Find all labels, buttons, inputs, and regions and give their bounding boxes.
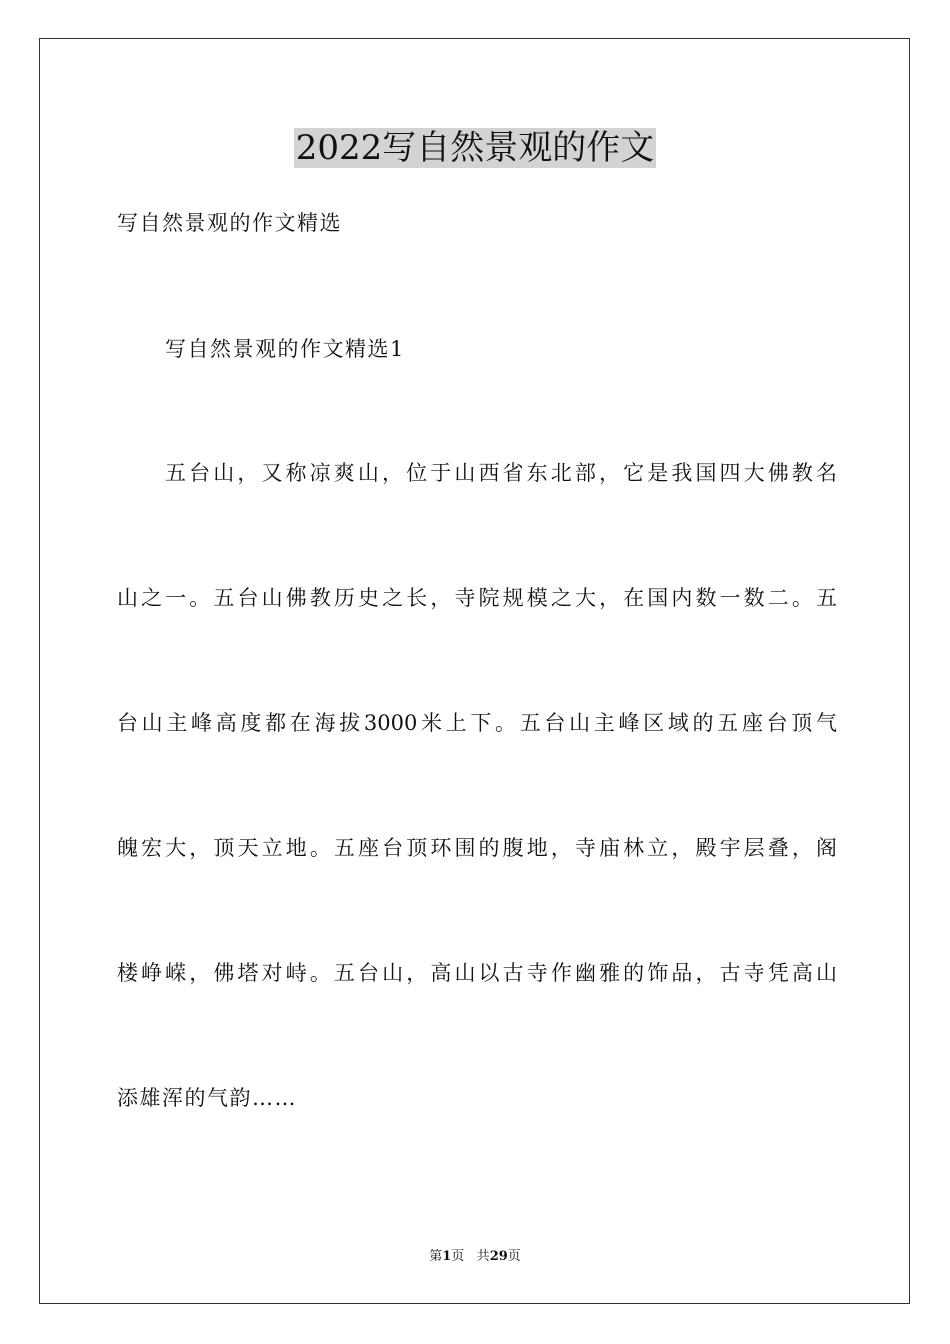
paragraph-line-3: 台山主峰高度都在海拔3000米上下。五台山主峰区域的五座台顶气 [117, 711, 837, 735]
document-subtitle: 写自然景观的作文精选 [117, 211, 342, 235]
page-footer [0, 1248, 950, 1266]
footer-page-suffix: 页 [451, 1249, 465, 1264]
document-title-text: 2022写自然景观的作文 [295, 128, 655, 168]
footer-total-suffix: 页 [507, 1249, 521, 1264]
footer-page-prefix: 第 [429, 1249, 443, 1264]
paragraph-line-2: 山之一。五台山佛教历史之长，寺院规模之大，在国内数一数二。五 [117, 586, 837, 610]
paragraph-line-4: 魄宏大，顶天立地。五座台顶环围的腹地，寺庙林立，殿宇层叠，阁 [117, 836, 837, 860]
paragraph-line-1: 五台山，又称凉爽山，位于山西省东北部，它是我国四大佛教名 [165, 461, 837, 485]
document-title [0, 126, 950, 170]
paragraph-line-5: 楼峥嵘，佛塔对峙。五台山，高山以古寺作幽雅的饰品，古寺凭高山 [117, 961, 837, 985]
paragraph-line-6: 添雄浑的气韵…… [117, 1086, 297, 1110]
footer-page-number: 1 [442, 1249, 452, 1264]
section-heading: 写自然景观的作文精选1 [165, 337, 405, 361]
footer-total-prefix: 共 [476, 1249, 490, 1264]
footer-total-pages: 29 [489, 1249, 508, 1264]
